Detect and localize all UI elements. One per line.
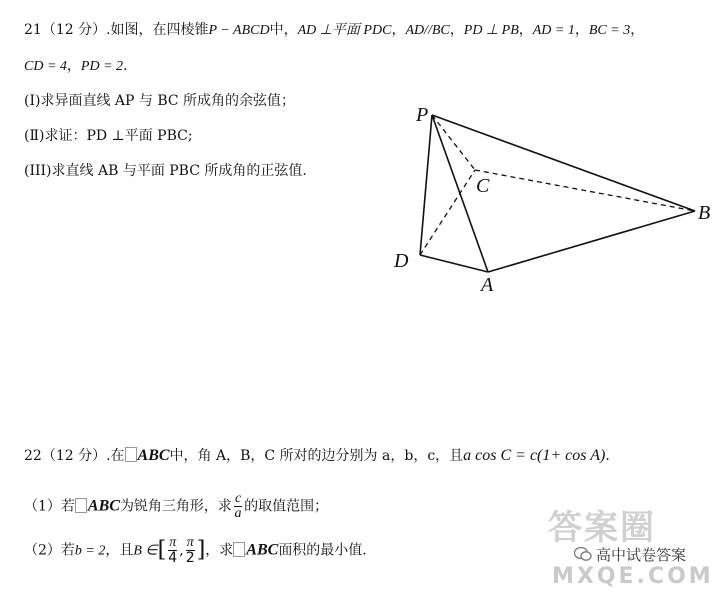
q22-p2-end: 面积的最小值. xyxy=(278,542,367,559)
q22-equation: a cos C = c(1+ cos A) xyxy=(463,447,606,464)
q21-part2: (Ⅱ)求证：PD ⊥平面 PBC; xyxy=(24,128,193,144)
q21-sep: ， xyxy=(66,58,81,74)
q21-cond1: AD ⊥平面 PDC xyxy=(297,23,392,38)
watermark-big: 答案圈 xyxy=(548,508,656,548)
edge-pb xyxy=(432,115,695,211)
triangle-icon xyxy=(75,498,87,513)
watermark xyxy=(538,488,728,591)
label-b: B xyxy=(698,202,711,224)
q22-period: . xyxy=(605,448,610,464)
q21-line2 xyxy=(24,56,127,77)
q21-header: 21（12 分）.如图，在四棱锥 xyxy=(24,22,209,38)
q21-part3: (III)求直线 AB 与平面 PBC 所成角的正弦值. xyxy=(24,163,307,179)
frac-numerator: c xyxy=(234,491,242,506)
q21-cond2: AD//BC xyxy=(405,23,450,38)
edge-da xyxy=(420,255,488,272)
frac-numerator: π xyxy=(186,535,194,550)
q22-p2-text2: ，求 xyxy=(205,542,234,559)
triangle-icon xyxy=(233,542,245,557)
q22-p1-text: 为锐角三角形，求 xyxy=(119,498,232,515)
edge-pd xyxy=(420,115,432,255)
edge-cb-hidden xyxy=(475,170,695,211)
q22-p2-b-in: B ∈ xyxy=(133,543,158,559)
q21-cond5: BC = 3 xyxy=(588,23,631,38)
frac-numerator: π xyxy=(169,535,177,550)
frac-denominator: 2 xyxy=(185,550,195,566)
right-bracket-icon: ] xyxy=(196,537,206,563)
label-p: P xyxy=(416,104,429,126)
watermark-site: MXQE.COM xyxy=(552,564,714,589)
q22-triangle: ABC xyxy=(137,447,170,464)
label-d: D xyxy=(394,250,409,272)
q21-line1 xyxy=(24,20,644,41)
q21-sep: ， xyxy=(518,22,533,38)
frac-denominator: a xyxy=(234,506,242,521)
q21-sep: ， xyxy=(630,22,645,38)
q21-cond4: AD = 1 xyxy=(532,23,575,38)
q21-period: . xyxy=(123,58,128,74)
triangle-icon xyxy=(125,447,137,462)
q22-p2-text: ，且 xyxy=(105,542,134,559)
q22-line1 xyxy=(24,446,610,466)
q22-p1-label: （1）若 xyxy=(24,498,75,515)
fraction-c-over-a xyxy=(234,492,242,521)
frac-denominator: 4 xyxy=(168,550,178,566)
fraction-pi-over-4 xyxy=(168,536,177,565)
comma-icon: , xyxy=(179,542,184,559)
wechat-icon xyxy=(574,546,592,562)
q21-sep: ， xyxy=(574,22,589,38)
q22-p1-end: 的取值范围； xyxy=(244,498,329,515)
q21-pd: PD = 2 xyxy=(80,59,124,74)
q22-part2 xyxy=(24,536,367,566)
label-a: A xyxy=(481,274,494,296)
q21-sep: ， xyxy=(391,22,406,38)
pyramid-figure xyxy=(380,95,720,305)
q22-p2-b: b = 2 xyxy=(74,543,106,559)
fraction-pi-over-2 xyxy=(186,536,195,565)
q21-part1: (Ⅰ)求异面直线 AP 与 BC 所成角的余弦值； xyxy=(24,93,296,109)
left-bracket-icon: [ xyxy=(157,537,167,563)
q22-part1 xyxy=(24,492,328,521)
edge-ab xyxy=(488,211,695,272)
q21-text: 中， xyxy=(269,22,298,38)
q22-header: 22（12 分）.在 xyxy=(24,448,125,464)
q22-p2-triangle: ABC xyxy=(246,541,279,559)
q22-p1-triangle: ABC xyxy=(87,497,120,515)
label-c: C xyxy=(476,175,490,197)
q21-cond3: PD ⊥ PB xyxy=(463,23,519,38)
q22-text: 中，角 A，B，C 所对的边分别为 a，b，c，且 xyxy=(169,448,464,464)
q21-pyramid: P − ABCD xyxy=(208,23,270,38)
q21-cd: CD = 4 xyxy=(24,59,67,74)
q22-p2-label: （2）若 xyxy=(24,542,75,559)
watermark-small: 高中试卷答案 xyxy=(596,546,687,564)
q21-sep: ， xyxy=(449,22,464,38)
